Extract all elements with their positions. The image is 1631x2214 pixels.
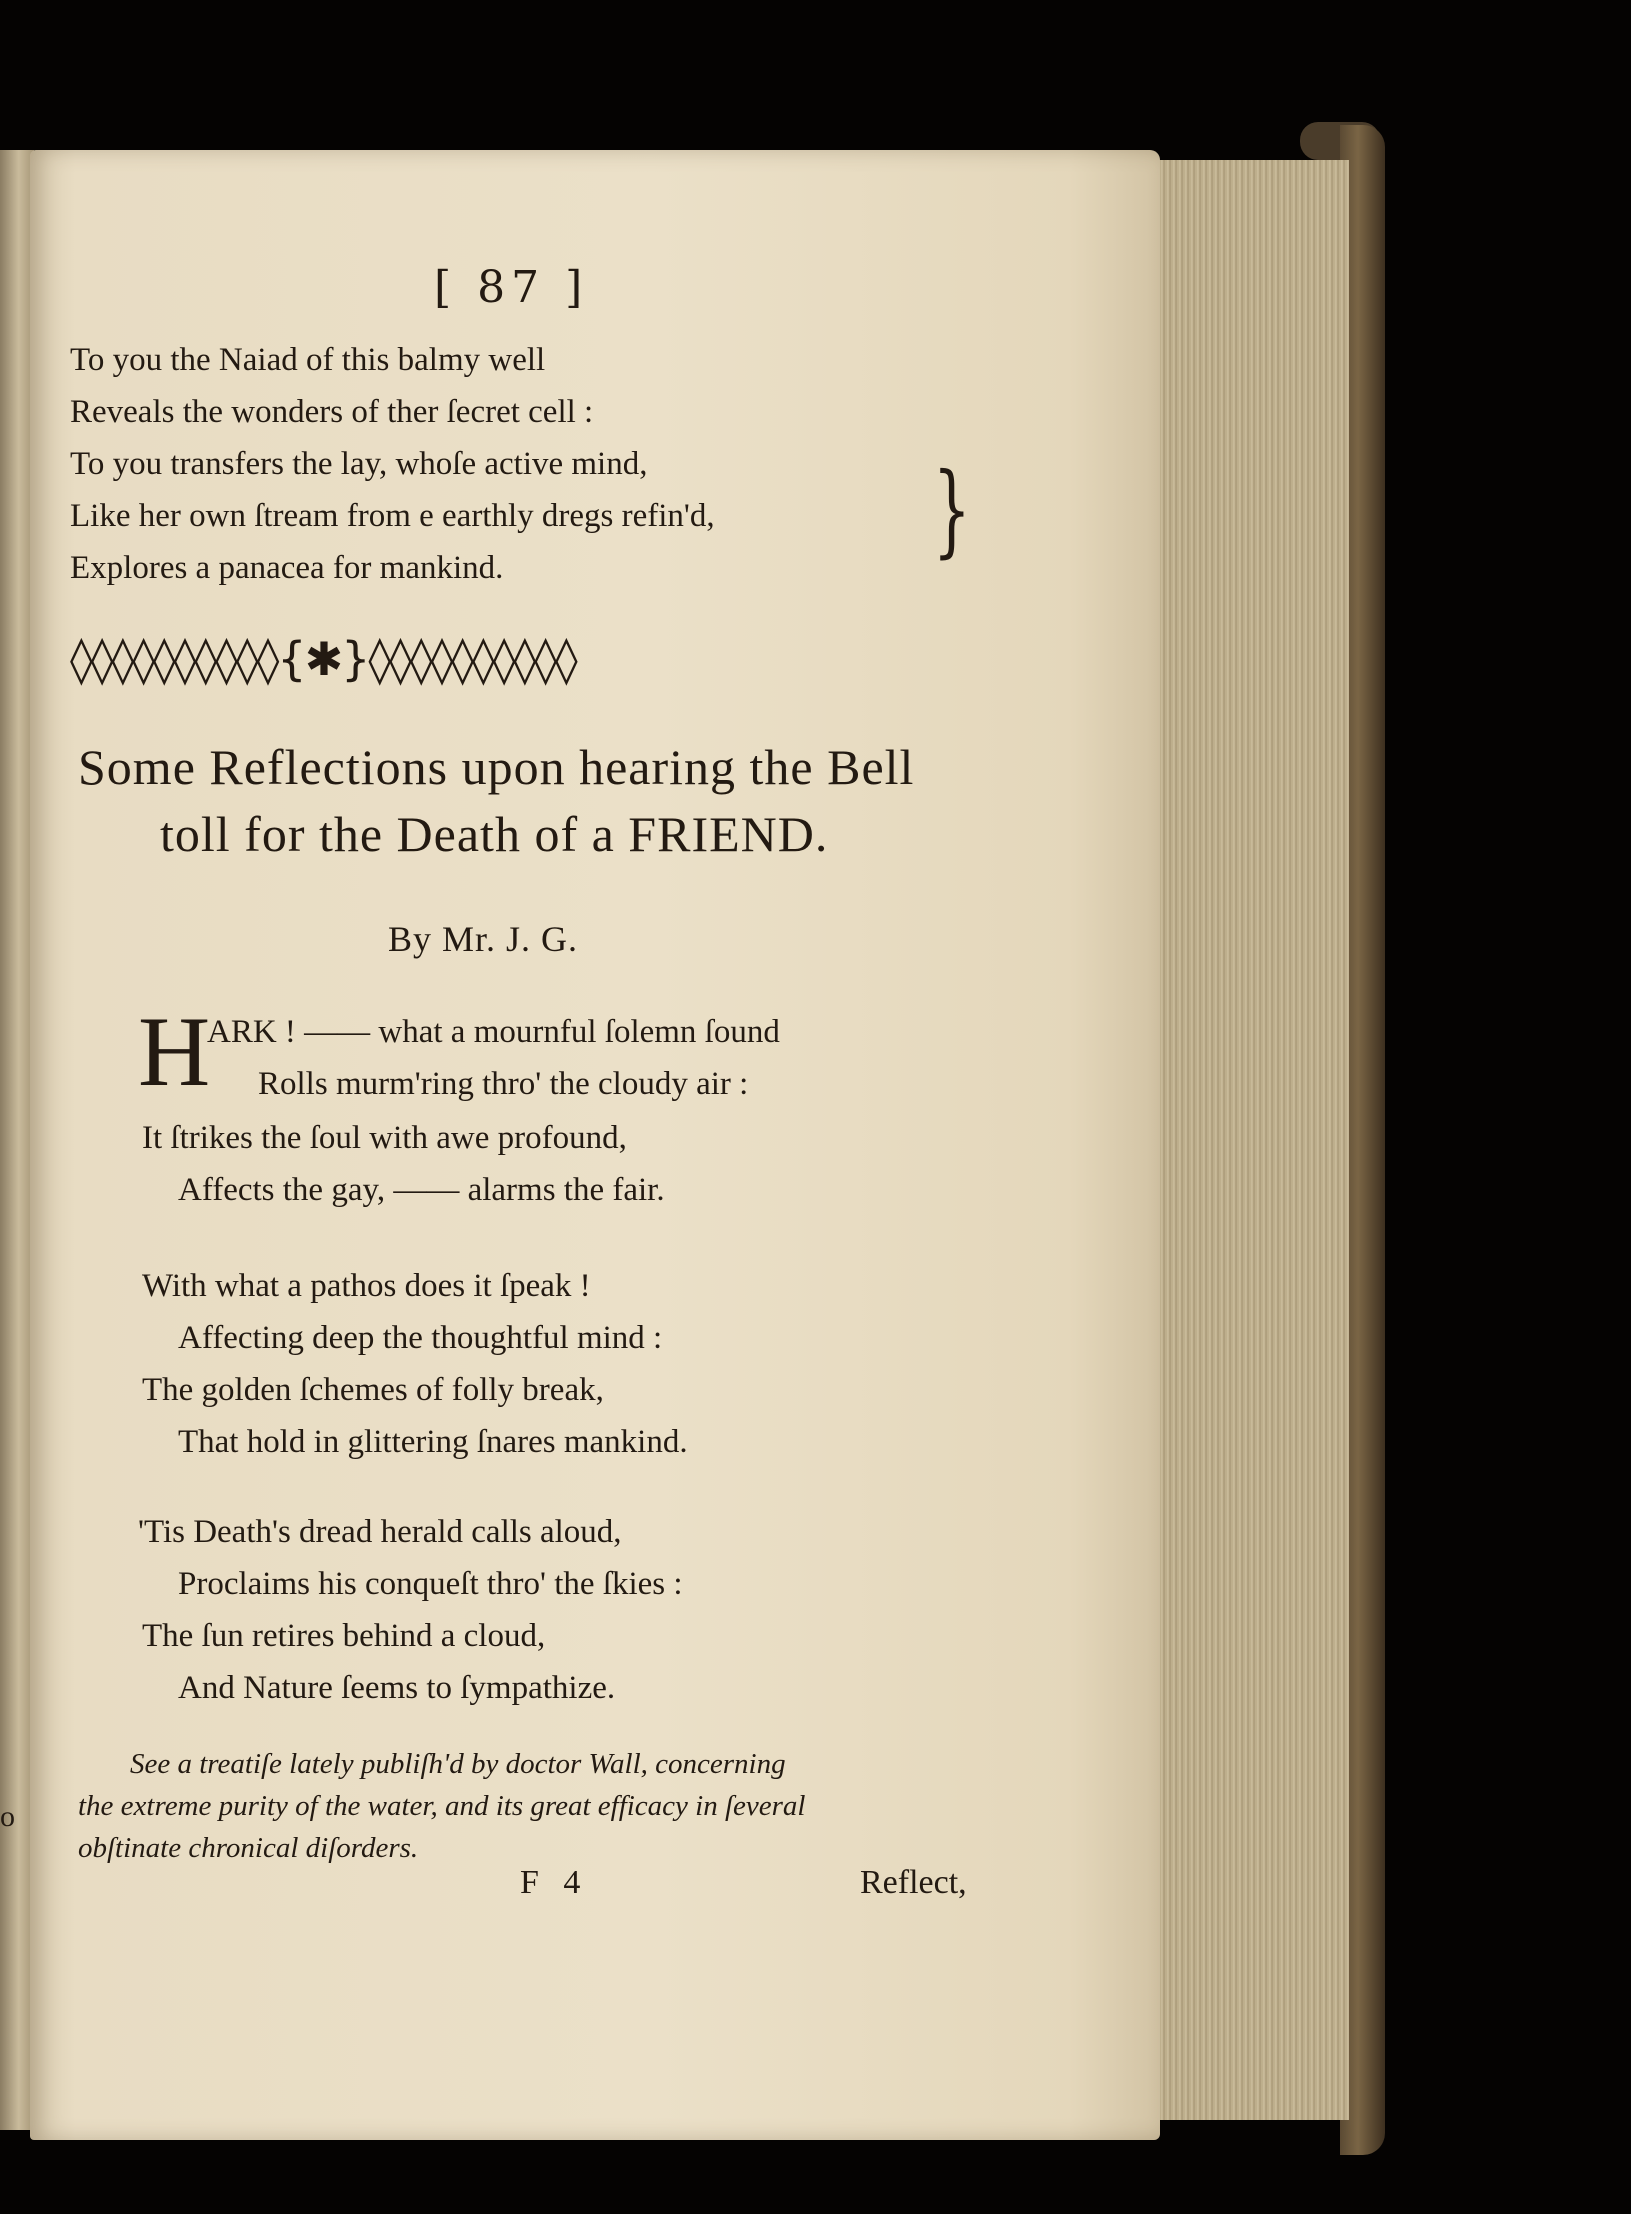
poem-line: That hold in glittering ſnares mankind. — [178, 1424, 688, 1460]
poem-line: The ſun retires behind a cloud, — [142, 1618, 546, 1654]
verse-line: To you the Naiad of this balmy well — [70, 342, 546, 378]
verse-line: To you transfers the lay, whoſe active mind, — [70, 446, 648, 482]
verse-line: Reveals the wonders of ther ſecret cell : — [70, 394, 594, 430]
poem-line: Affecting deep the thoughtful mind : — [178, 1320, 663, 1356]
poem-line: ARK ! —— what a mournful ſolemn ſound — [207, 1014, 780, 1050]
poem-line: The golden ſchemes of folly break, — [142, 1372, 604, 1408]
poem-line: 'Tis Death's dread herald calls aloud, — [138, 1514, 622, 1550]
poem-title-line-1: Some Reflections upon hearing the Bell — [78, 739, 915, 795]
poem-line: With what a pathos does it ſpeak ! — [142, 1268, 591, 1304]
page-number: [ 87 ] — [434, 262, 589, 313]
poem-line: It ſtrikes the ſoul with awe profound, — [142, 1120, 627, 1156]
footnote-line: See a treatiſe lately publiſh'd by doctor Wall, concerning — [130, 1748, 786, 1780]
footnote-line: the extreme purity of the water, and its great efficacy in ſeveral — [78, 1790, 806, 1822]
poem-line: And Nature ſeems to ſympathize. — [178, 1670, 616, 1706]
byline: By Mr. J. G. — [388, 919, 579, 959]
poem-title-line-2: toll for the Death of a FRIEND. — [160, 806, 829, 862]
page-block-edges — [1150, 160, 1349, 2120]
left-page-edge-mark: o — [0, 1800, 15, 1833]
triplet-bracket: } — [932, 451, 971, 568]
poem-line: Proclaims his conqueſt thro' the ſkies : — [178, 1566, 683, 1602]
verse-line: Like her own ſtream from e earthly dregs refin'd, — [70, 498, 715, 534]
poem-line: Rolls murm'ring thro' the cloudy air : — [258, 1066, 749, 1102]
poem-line: Affects the gay, —— alarms the fair. — [178, 1172, 665, 1208]
drop-cap: H — [138, 996, 211, 1107]
footnote-line: obſtinate chronical diſorders. — [78, 1832, 419, 1864]
ornamental-rule: ◊◊◊◊◊◊◊◊◊◊{✱}◊◊◊◊◊◊◊◊◊◊ — [70, 632, 576, 686]
catchword: Reflect, — [860, 1864, 967, 1901]
verse-line: Explores a panacea for mankind. — [70, 550, 504, 586]
signature-mark: F 4 — [520, 1864, 589, 1901]
